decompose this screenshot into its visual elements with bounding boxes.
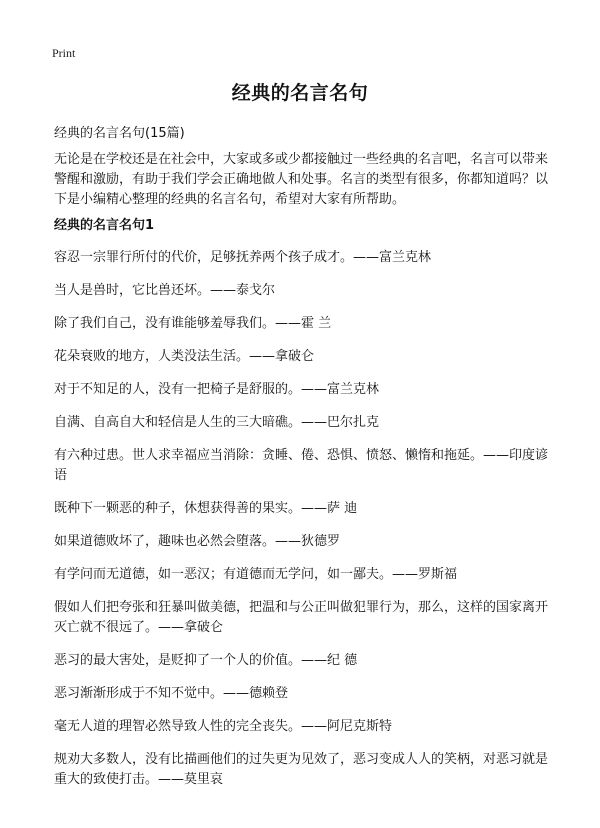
quote-item: 如果道德败坏了，趣味也必然会堕落。——狄德罗 — [54, 534, 341, 549]
quote-item: 自满、自高自大和轻信是人生的三大暗礁。——巴尔扎克 — [54, 415, 380, 430]
quote-item: 有六种过患。世人求幸福应当消除：贪睡、倦、恐惧、愤怒、懒惰和拖延。——印度谚语 — [54, 448, 549, 483]
quote-item: 恶习渐渐形成于不知不觉中。——德赖登 — [54, 686, 289, 701]
quote-item: 既种下一颗恶的种子，休想获得善的果实。——萨 迪 — [54, 501, 358, 516]
quote-list — [54, 248, 554, 803]
page-title: 经典的名言名句 — [231, 82, 369, 104]
quote-item: 对于不知足的人，没有一把椅子是舒服的。——富兰克林 — [54, 382, 380, 397]
quote-item: 有学问而无道德，如一恶汉；有道德而无学问，如一鄙夫。——罗斯福 — [54, 567, 458, 582]
quote-item: 花朵衰败的地方，人类没法生活。——拿破仑 — [54, 349, 315, 364]
quote-item: 除了我们自己，没有谁能够羞辱我们。——霍 兰 — [54, 316, 332, 331]
section-heading: 经典的名言名句1 — [54, 218, 155, 233]
intro-paragraph: 无论是在学校还是在社会中，大家或多或少都接触过一些经典的名言吧，名言可以带来警醒和激励，有助于我们学会正确地做人和处事。名言的类型有很多，你都知道吗？以下是小编精心整理的经典的名言名句，希望对大家有所帮助。 — [54, 152, 549, 207]
quote-item: 恶习的最大害处，是贬抑了一个人的价值。——纪 德 — [54, 653, 358, 668]
print-label: Print — [52, 46, 76, 60]
document-subtitle: 经典的名言名句(15篇) — [54, 126, 185, 141]
quote-item: 规劝大多数人，没有比描画他们的过失更为见效了，恶习变成人人的笑柄，对恶习就是重大的致使打击。——莫里哀 — [54, 752, 549, 787]
quote-item: 容忍一宗罪行所付的代价，足够抚养两个孩子成才。——富兰克林 — [54, 250, 432, 265]
quote-item: 假如人们把夸张和狂暴叫做美德，把温和与公正叫做犯罪行为，那么，这样的国家离开灭亡就不很远了。——拿破仑 — [54, 600, 549, 635]
quote-item: 毫无人道的理智必然导致人性的完全丧失。——阿尼克斯特 — [54, 719, 393, 734]
quote-item: 当人是兽时，它比兽还坏。——泰戈尔 — [54, 283, 276, 298]
